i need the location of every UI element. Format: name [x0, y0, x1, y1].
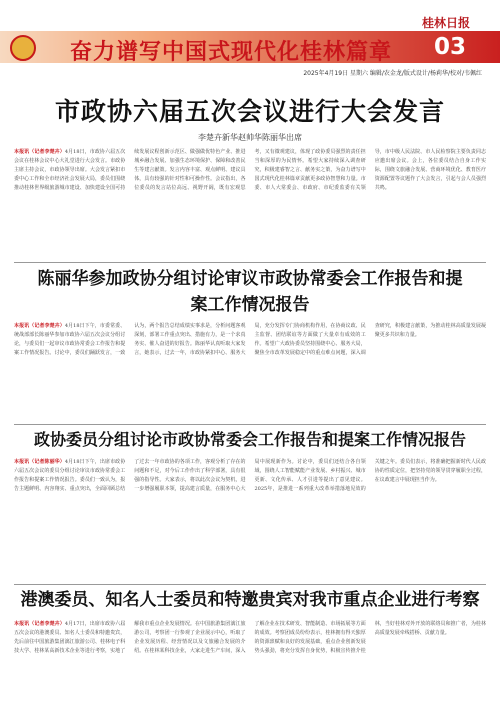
article4-body: [14, 620, 486, 720]
article4-text: 4月17日，出席市政协六届五次会议的港澳委员、知名人士委员和特邀贵宾，先后前往中国旅游集团漓江旅游公司、桂林电子科技大学、桂林某高新技术企业等进行考察，实地了解我市重点企业发展情况。在中国旅游集团漓江旅游公司，考察团一行参观了企业展示中心，听取了企业发展历程、经营情况以及文旅融合发展的介绍。在桂林某科技企业，大家走进生产车间，深入了解企业在技术研发、智能制造、市场拓展等方面的成效。考察团成员纷纷表示，桂林拥有得天独厚的资源禀赋和良好的发展基础，重点企业创新发展势头强劲，将充分发挥自身优势，积极宣传推介桂林，当好桂林对外开放的联络员和推广者，为桂林高质量发展牵线搭桥、贡献力量。: [14, 621, 486, 655]
article4-lead: 本报讯（记者李楚卉）: [14, 621, 65, 627]
party-emblem-icon: [10, 35, 36, 61]
article2-lead: 本报讯（记者李楚卉）: [14, 323, 65, 329]
article1-text: 4月18日，市政协六届五次会议在桂林会议中心大礼堂进行大会发言。市政协主席主持会议，市政协领导出席。大会发言紧扣市委中心工作和全市经济社会发展大局，委员们围绕推动桂林世界级旅游城市建设、加快建设全国可持续发展议程创新示范区、做强做优特色产业、推进城乡融合发展、加强生态环境保护、保障和改善民生等建言献策。发言内容丰富、观点鲜明、建议具体，具有较强的针对性和可操作性。会议指出，各位委员的发言站位高远、视野开阔，既有宏观思考，又有微观建议，体现了政协委员强烈的责任担当和深厚的为民情怀。希望大家持续深入调查研究，积极建睿智之言、献务实之策，为奋力谱写中国式现代化桂林篇章贡献更多政协智慧和力量。市委、市人大常委会、市政府、市纪委监委有关领导，市中级人民法院、市人民检察院主要负责同志应邀出席会议。会上，各位委员结合自身工作实际，围绕文旅融合发展、营商环境优化、教育医疗资源配置等议题作了大会发言，引起与会人员强烈共鸣。: [14, 149, 486, 192]
article3-lead: 本报讯（记者陈丽华）: [14, 459, 65, 465]
article1-byline: 李楚卉新华赵帅华陈丽华出席: [198, 133, 302, 142]
page-number: 03: [433, 34, 466, 60]
article3-text: 4月18日下午，出席市政协六届五次会议的委员分组讨论审议市政协常委会工作报告和提案工作情况报告。委员们一致认为，报告主题鲜明、内容翔实、重点突出，全面回顾总结了过去一年市政协的各项工作，客观分析了存在的问题和不足，对今后工作作出了科学部署，具有很强的指导性。大家表示，将以此次会议为契机，进一步增强履职本领，提高建言质量，在服务中心大局中展现新作为。讨论中，委员们还结合各自领域，围绕人工智能赋能产业发展、乡村振兴、城市更新、文化传承、人才引进等提出了意见建议。2025年，是推进一系列重大改革举措落地见效的关键之年。委员们表示，将准确把握新时代人民政协的性质定位，把坚持党的领导贯穿履职全过程，在议政建言中展现担当作为。: [14, 459, 486, 493]
dateline: 2025年4月19日 星期六 编辑/农金龙/版式设计/杨莉华/校对/韦佩红: [303, 70, 482, 77]
article2-text: 4月18日下午，市委常委、统战部部长陈丽华参加市政协六届五次会议分组讨论，与委员们一起审议市政协常委会工作报告和提案工作情况报告。讨论中，委员们踊跃发言，一致认为，两个报告总结成绩实事求是，分析问题客观深刻，部署工作重点突出、措施有力，是一个求真务实、催人奋进的好报告。陈丽华认真听取大家发言，她表示，过去一年，市政协紧扣中心、服务大局，充分发挥专门协商机构作用，在协商议政、民主监督、团结联谊等方面做了大量卓有成效的工作。希望广大政协委员坚持围绕中心、服务大局，聚焦全市改革发展稳定中的重点难点问题，深入调查研究，积极建言献策，为推动桂林高质量发展凝聚更多共识和力量。: [14, 323, 486, 357]
article4-headline: 港澳委员、知名人士委员和特邀贵宾对我市重点企业进行考察: [20, 590, 480, 610]
section-banner: [0, 31, 500, 63]
article2-headline: 陈丽华参加政协分组讨论审议市政协常委会工作报告和提案工作情况报告: [37, 269, 463, 315]
article1-body: [14, 148, 486, 256]
article2-body: [14, 322, 486, 420]
article1-headline: 市政协六届五次会议进行大会发言: [54, 97, 445, 126]
divider: [14, 262, 486, 263]
article3-headline: 政协委员分组讨论市政协常委会工作报告和提案工作情况报告: [33, 430, 466, 449]
article1-lead: 本报讯（记者李楚卉）: [14, 149, 65, 155]
masthead: [0, 0, 500, 31]
article3-body: [14, 458, 486, 580]
divider: [14, 584, 486, 585]
banner-title: 奋力谱写中国式现代化桂林篇章: [70, 40, 393, 65]
newspaper-logo: 桂林日报: [421, 16, 470, 30]
divider: [14, 424, 486, 425]
